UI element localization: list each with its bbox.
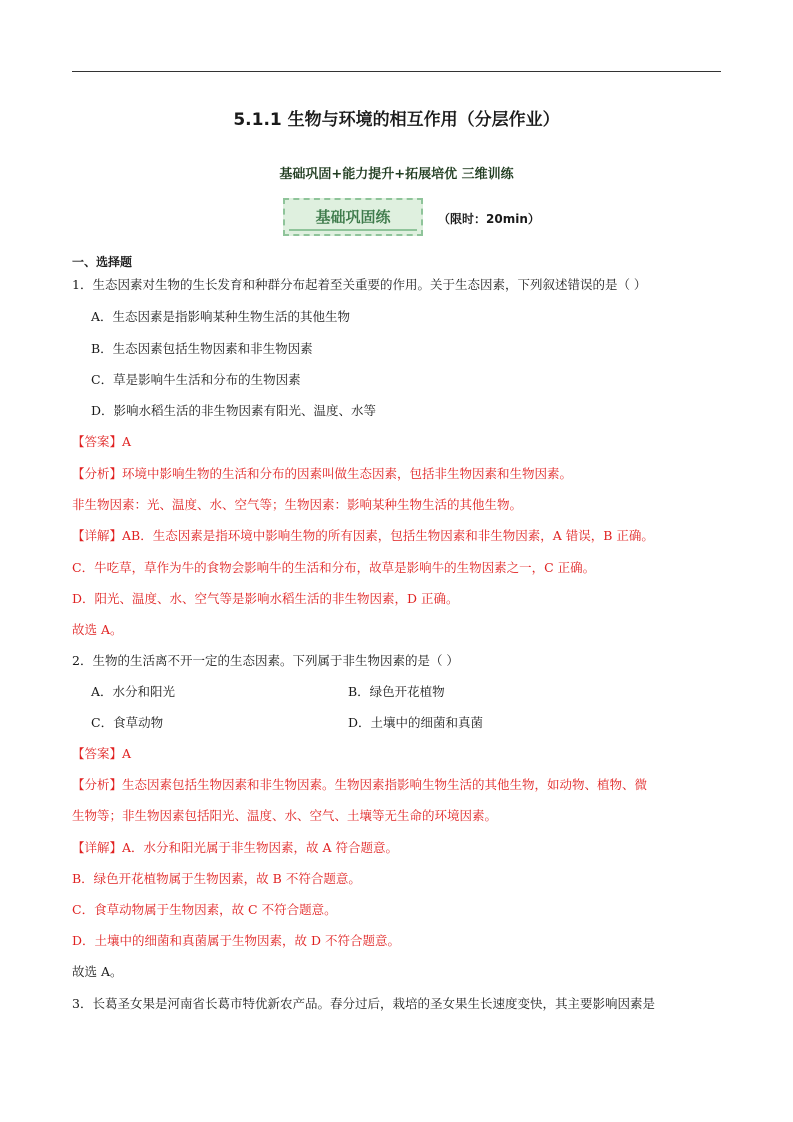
question-1-stem: 1．生态因素对生物的生长发育和种群分布起着至关重要的作用。关于生态因素，下列叙述错误的是（ ） xyxy=(72,277,647,292)
question-2-detail-b: B．绿色开花植物属于生物因素，故 B 不符合题意。 xyxy=(72,871,361,886)
question-2-analysis-cont: 生物等；非生物因素包括阳光、温度、水、空气、土壤等无生命的环境因素。 xyxy=(72,808,498,823)
question-1-option-d: D．影响水稻生活的非生物因素有阳光、温度、水等 xyxy=(91,403,377,418)
question-2-conclusion: 故选 A。 xyxy=(72,964,123,979)
question-2-option-c: C．食草动物 xyxy=(91,715,164,730)
question-1-detail-d: D．阳光、温度、水、空气等是影响水稻生活的非生物因素，D 正确。 xyxy=(72,591,459,606)
question-3-stem: 3．长葛圣女果是河南省长葛市特优新农产品。春分过后，栽培的圣女果生长速度变快，其主要影响因素是 xyxy=(72,996,655,1011)
question-1-analysis: 【分析】环境中影响生物的生活和分布的因素叫做生态因素，包括非生物因素和生物因素。 xyxy=(72,466,573,481)
question-1-option-b: B．生态因素包括生物因素和非生物因素 xyxy=(91,341,313,356)
question-1-option-c: C．草是影响牛生活和分布的生物因素 xyxy=(91,372,301,387)
section-heading: 一、选择题 xyxy=(72,255,133,269)
question-2-option-a: A．水分和阳光 xyxy=(91,684,176,699)
question-1-answer: 【答案】A xyxy=(72,434,132,449)
question-2-detail-c: C．食草动物属于生物因素，故 C 不符合题意。 xyxy=(72,902,337,917)
question-1-detail-ab: 【详解】AB．生态因素是指环境中影响生物的所有因素，包括生物因素和非生物因素，A 错误，B 正确。 xyxy=(72,528,654,543)
question-1-conclusion: 故选 A。 xyxy=(72,622,123,637)
question-2-answer: 【答案】A xyxy=(72,746,132,761)
question-2-detail-d: D．土壤中的细菌和真菌属于生物因素，故 D 不符合题意。 xyxy=(72,933,400,948)
page-title: 5.1.1 生物与环境的相互作用（分层作业） xyxy=(233,110,560,130)
question-1-detail-c: C．牛吃草，草作为牛的食物会影响牛的生活和分布，故草是影响牛的生物因素之一，C 正确。 xyxy=(72,560,596,575)
header-rule xyxy=(72,71,721,72)
question-1-option-a: A．生态因素是指影响某种生物生活的其他生物 xyxy=(91,309,351,324)
question-2-analysis: 【分析】生态因素包括生物因素和非生物因素。生物因素指影响生物生活的其他生物，如动物、植物、微 xyxy=(72,777,648,792)
question-2-option-d: D．土壤中的细菌和真菌 xyxy=(348,715,484,730)
question-2-option-b: B．绿色开花植物 xyxy=(348,684,445,699)
section-badge: 基础巩固练 xyxy=(283,198,423,236)
question-1-analysis-cont: 非生物因素：光、温度、水、空气等；生物因素：影响某种生物生活的其他生物。 xyxy=(72,497,523,512)
page-subtitle: 基础巩固+能力提升+拓展培优 三维训练 xyxy=(279,167,514,182)
question-2-detail-a: 【详解】A．水分和阳光属于非生物因素，故 A 符合题意。 xyxy=(72,840,399,855)
time-limit: （限时：20min） xyxy=(438,212,540,226)
question-2-stem: 2．生物的生活离不开一定的生态因素。下列属于非生物因素的是（ ） xyxy=(72,653,459,668)
